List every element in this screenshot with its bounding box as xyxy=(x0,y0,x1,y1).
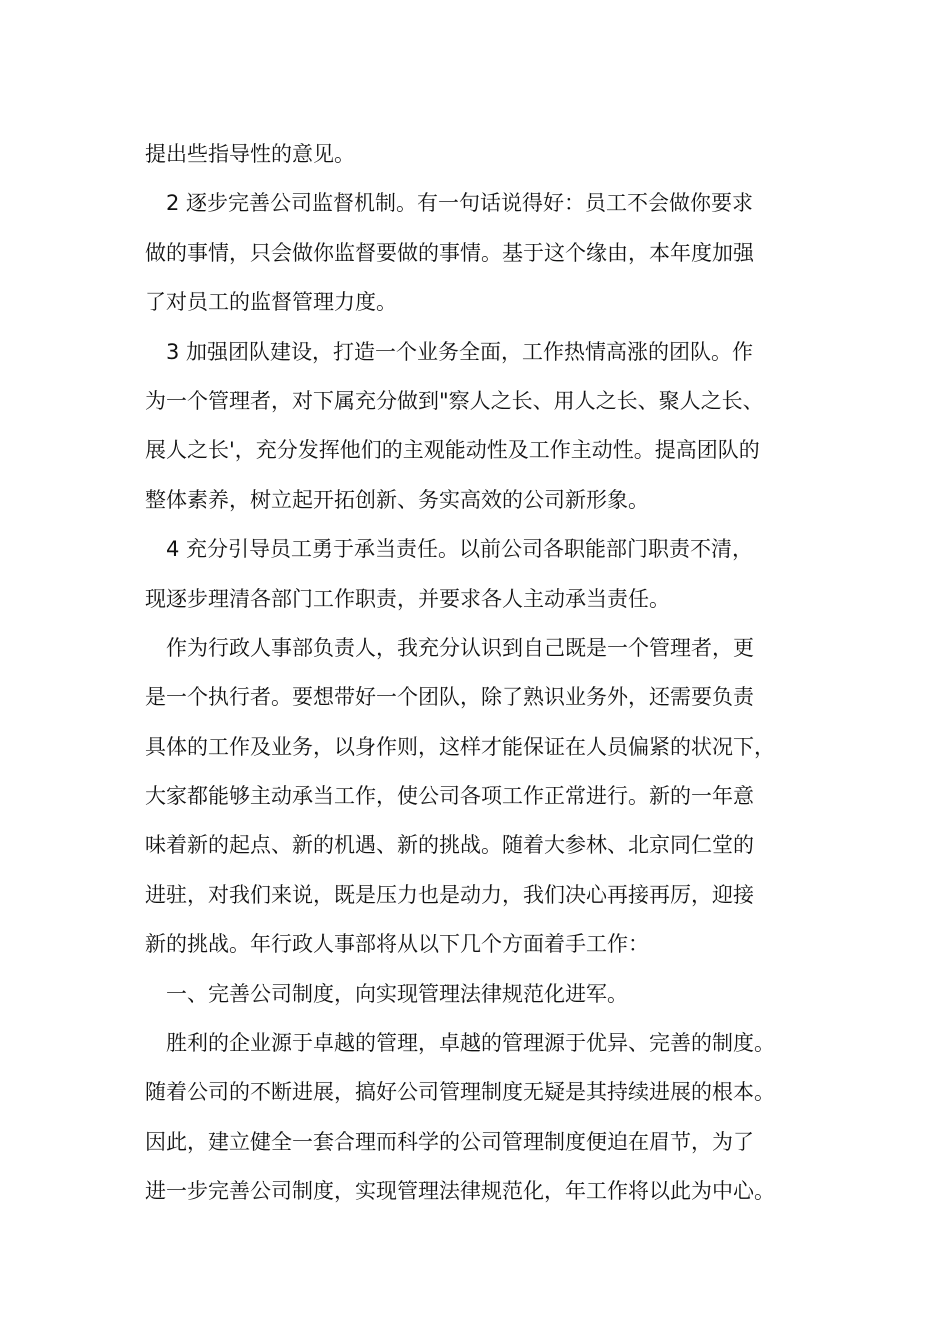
text-line: 是一个执行者。要想带好一个团队，除了熟识业务外，还需要负责 xyxy=(145,685,754,710)
text-line: 味着新的起点、新的机遇、新的挑战。随着大参林、北京同仁堂的 xyxy=(145,833,754,858)
text-line: 现逐步理清各部门工作职责，并要求各人主动承当责任。 xyxy=(145,586,670,611)
text-line: 整体素养，树立起开拓创新、务实高效的公司新形象。 xyxy=(145,487,649,512)
text-line: 大家都能够主动承当工作，使公司各项工作正常进行。新的一年意 xyxy=(145,784,754,809)
document-body xyxy=(145,130,835,1217)
text-line: 展人之长'，充分发挥他们的主观能动性及工作主动性。提高团队的 xyxy=(145,438,760,463)
text-line: 因此，建立健全一套合理而科学的公司管理制度便迫在眉节，为了 xyxy=(145,1129,754,1154)
text-line: 进驻，对我们来说，既是压力也是动力，我们决心再接再厉，迎接 xyxy=(145,882,754,907)
text-line: 随着公司的不断进展，搞好公司管理制度无疑是其持续进展的根本。 xyxy=(145,1080,775,1105)
text-line: 新的挑战。年行政人事部将从以下几个方面着手工作： xyxy=(145,932,649,957)
text-line: 进一步完善公司制度，实现管理法律规范化，年工作将以此为中心。 xyxy=(145,1179,775,1204)
text-line: 提出些指导性的意见。 xyxy=(145,142,355,166)
text-line: 2 逐步完善公司监督机制。有一句话说得好：员工不会做你要求 xyxy=(145,191,754,216)
text-line: 3 加强团队建设，打造一个业务全面，工作热情高涨的团队。作 xyxy=(145,339,754,364)
text-line: 为一个管理者，对下属充分做到"察人之长、用人之长、聚人之长、 xyxy=(145,388,764,413)
text-line: 作为行政人事部负责人，我充分认识到自己既是一个管理者，更 xyxy=(145,635,754,660)
text-line: 一、完善公司制度，向实现管理法律规范化进军。 xyxy=(145,981,628,1006)
text-line: 4 充分引导员工勇于承当责任。以前公司各职能部门职责不清， xyxy=(145,537,754,562)
text-line: 做的事情，只会做你监督要做的事情。基于这个缘由，本年度加强 xyxy=(145,240,754,265)
text-line: 了对员工的监督管理力度。 xyxy=(145,290,397,315)
text-line: 具体的工作及业务，以身作则，这样才能保证在人员偏紧的状况下， xyxy=(145,734,775,759)
text-line: 胜利的企业源于卓越的管理，卓越的管理源于优异、完善的制度。 xyxy=(145,1031,775,1056)
